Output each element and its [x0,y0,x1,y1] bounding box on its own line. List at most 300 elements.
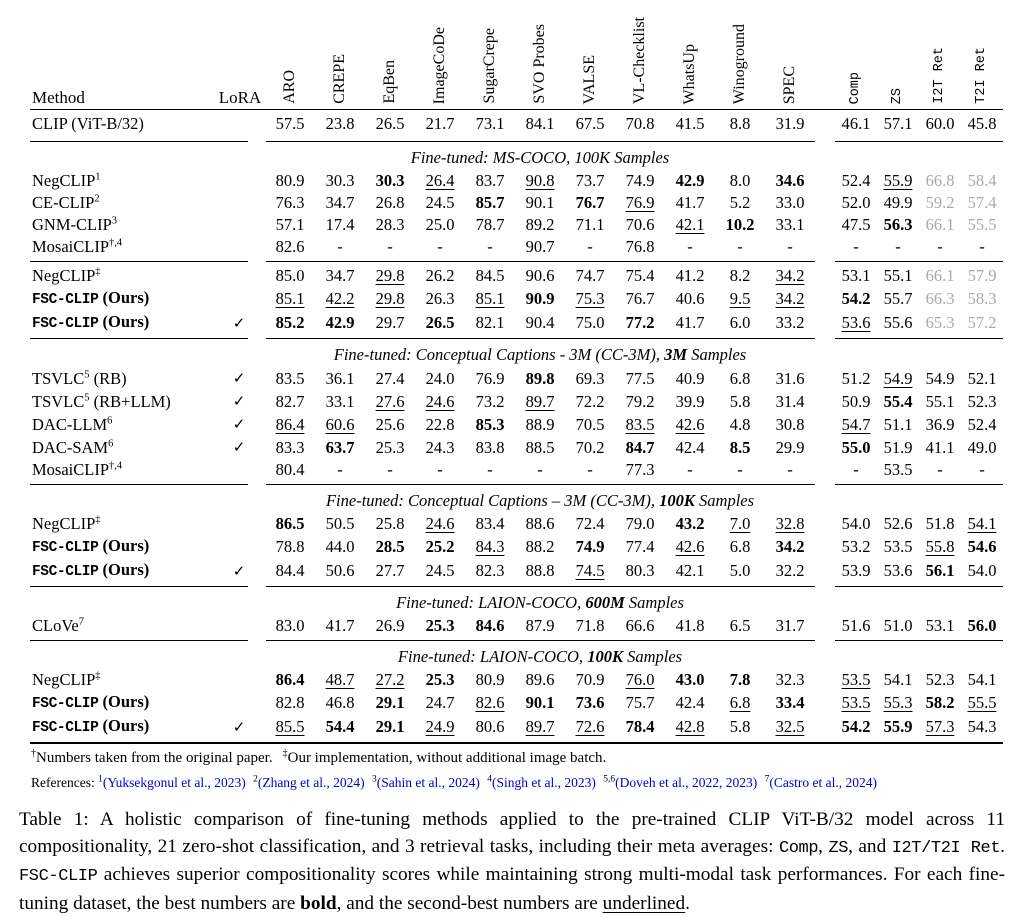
value-cell: 5.8 [729,391,751,411]
checkmark-icon: ✓ [232,315,246,332]
value-cell: 7.8 [729,670,751,689]
rotated-column-label: ARO [280,70,298,104]
value-cell: 24.5 [425,561,455,580]
value-cell: 54.2 [841,717,871,736]
lora-cell [213,311,265,335]
value-cell: 25.3 [375,437,405,457]
method-suffix: (Ours) [98,312,150,331]
col-header-method: Method [30,6,213,110]
method-cell [30,390,213,413]
rule-gap [815,258,835,265]
method-cell [30,436,213,459]
method-superscript: ‡ [95,266,101,278]
rotated-column-label: ZS [889,87,905,104]
lora-cell [213,367,265,390]
method-name: TSVLC [32,391,85,411]
value-cell: 6.8 [729,368,751,388]
table-row [30,287,1003,311]
rule-segment [30,258,265,265]
value-cell: 54.2 [841,289,871,308]
value-cell: - [337,237,343,256]
value-cell: 24.0 [425,368,455,388]
section-header-label: Fine-tuned: LAION-COCO, 600M Samples [396,593,684,612]
method-cell [30,559,213,583]
col-header-zs [877,6,919,110]
value-cell: 55.5 [967,693,997,712]
method-name: DAC-LLM [32,414,108,434]
column-group-spacer [815,170,835,192]
value-cell: 53.5 [841,670,871,689]
value-cell: 75.7 [625,693,655,712]
double-dagger-footnote-text: Our implementation, without additional image batch. [287,750,607,766]
value-cell: 74.9 [575,537,605,556]
reference-item [253,775,365,790]
value-cell: 79.0 [625,514,655,533]
section-left-pad [30,590,265,615]
checkmark-icon: ✓ [232,440,246,456]
method-superscript: †,4 [109,460,123,472]
value-cell: 49.0 [967,437,997,457]
caption-und-segment: underlined [602,892,686,914]
value-cell: 51.8 [925,514,955,533]
lora-cell [213,513,265,535]
rotated-column-label: Winoground [730,23,748,104]
value-cell: 36.1 [325,368,355,388]
method-cell [30,214,213,236]
value-cell: 80.3 [625,561,655,580]
value-cell: 82.7 [275,391,305,411]
value-cell: 79.2 [625,391,655,411]
value-cell: 42.6 [675,414,705,434]
value-cell: 17.4 [325,215,355,234]
value-cell: - [787,237,793,256]
value-cell: 24.6 [425,391,455,411]
citation-link[interactable]: (Zhang et al., 2024) [257,775,365,790]
value-cell: 74.7 [575,266,605,285]
rule-gap [815,335,835,342]
reference-superscript: 5,6 [603,774,616,785]
value-cell: 27.7 [375,561,405,580]
method-superscript: 2 [94,193,100,205]
value-cell: 58.4 [967,171,997,190]
table-row [30,459,1003,481]
method-name: NegCLIP [32,670,96,689]
table-row [30,513,1003,535]
value-cell: 25.3 [425,670,455,689]
value-cell: 24.5 [425,193,455,212]
value-cell: 30.8 [775,414,805,434]
value-cell: 40.9 [675,368,705,388]
caption-text: , and the second-best numbers are [336,892,603,914]
method-name: CE-CLIP [32,193,95,212]
value-cell: 27.4 [375,368,405,388]
table-row [30,691,1003,715]
method-suffix: (Ours) [98,536,150,555]
value-cell: 50.9 [841,391,871,411]
checkmark-icon: ✓ [232,719,246,736]
checkmark-icon: ✓ [232,417,246,433]
value-cell: 55.7 [883,289,913,308]
value-cell: 70.5 [575,414,605,434]
rotated-column-label: I2T Ret [931,47,947,104]
value-cell: 82.1 [475,313,505,332]
value-cell: 76.8 [625,237,655,256]
value-cell: 82.8 [275,693,305,712]
table-row [30,192,1003,214]
value-cell: 24.6 [425,514,455,533]
value-cell: 75.0 [575,313,605,332]
value-cell: 27.6 [375,391,405,411]
caption-mono-segment: Comp [778,838,819,858]
value-cell: 80.9 [475,670,505,689]
value-cell: - [895,237,901,256]
value-cell: 42.9 [675,171,705,190]
value-cell: 26.3 [425,289,455,308]
value-cell: - [937,460,943,479]
column-group-spacer [815,513,835,535]
value-cell: 88.6 [525,514,555,533]
value-cell: 33.1 [325,391,355,411]
value-cell: 50.5 [325,514,355,533]
value-cell: 42.4 [675,693,705,712]
value-cell: 29.1 [375,693,405,712]
lora-cell [213,390,265,413]
value-cell: 34.7 [325,193,355,212]
method-suffix: (Ours) [98,716,150,735]
rotated-column-label: SPEC [780,65,798,104]
citation-link[interactable]: (Yuksekgonul et al., 2023) [102,775,246,790]
value-cell: 41.8 [675,616,705,635]
value-cell: 90.1 [525,193,555,212]
col-header-valse [565,6,615,110]
rule-gap [815,637,835,644]
value-cell: 83.3 [275,437,305,457]
value-cell: 66.3 [925,289,955,308]
method-cell [30,413,213,436]
value-cell: 54.0 [967,561,997,580]
col-header-comp [835,6,877,110]
value-cell: 53.5 [883,537,913,556]
value-cell: 27.2 [375,670,405,689]
value-cell: 48.7 [325,670,355,689]
value-cell: 32.5 [775,717,805,736]
value-cell: 55.6 [883,313,913,332]
value-cell: 66.6 [625,616,655,635]
section-right-pad [815,644,1003,669]
table-row [30,413,1003,436]
method-superscript: 3 [111,215,118,227]
value-cell: 52.4 [967,414,997,434]
lora-cell [213,436,265,459]
value-cell: 57.4 [967,193,997,212]
value-cell: 51.9 [883,437,913,457]
value-cell: 55.9 [883,717,913,736]
value-cell: - [437,460,443,479]
value-cell: 45.8 [967,114,997,133]
value-cell: 85.5 [275,717,305,736]
value-cell: 57.1 [275,215,305,234]
value-cell: 69.3 [575,368,605,388]
value-cell: 51.1 [883,414,913,434]
value-cell: 83.8 [475,437,505,457]
value-cell: 8.2 [729,266,751,285]
rule-gap [815,481,835,488]
method-superscript: 6 [107,415,113,426]
method-suffix: (RB+LLM) [89,391,171,411]
value-cell: 54.9 [925,368,955,388]
value-cell: 55.8 [925,537,955,556]
column-group-spacer [815,535,835,559]
value-cell: 90.8 [525,171,555,190]
value-cell: 76.7 [625,289,655,308]
column-group-spacer [815,436,835,459]
rule-segment [30,138,265,145]
value-cell: 59.2 [925,193,955,212]
value-cell: 57.9 [967,266,997,285]
column-group-spacer [815,214,835,236]
lora-cell [213,559,265,583]
section-header-row [30,644,1003,669]
lora-cell [213,535,265,559]
value-cell: 41.5 [675,114,705,133]
section-right-pad [815,590,1003,615]
caption-mono-segment: ZS [828,838,849,858]
reference-superscript: 1 [98,774,103,785]
checkmark-icon: ✓ [232,371,246,387]
col-header-crepe [315,6,365,110]
caption-text: , and [848,835,892,857]
col-header-eqben [365,6,415,110]
value-cell: 42.8 [675,717,705,736]
value-cell: 6.5 [729,616,751,635]
value-cell: 32.3 [775,670,805,689]
references-label: References: [31,775,95,790]
value-cell: 41.7 [675,313,705,332]
rule-segment [835,637,1003,644]
value-cell: 25.8 [375,514,405,533]
method-suffix: (RB) [89,368,127,388]
value-cell: 76.9 [625,193,655,212]
value-cell: 25.0 [425,215,455,234]
reference-superscript: 3 [372,774,377,785]
value-cell: 85.1 [275,289,305,308]
value-cell: 80.6 [475,717,505,736]
rule-segment [835,335,1003,342]
rule-segment [835,583,1003,590]
caption-text: , [818,835,829,857]
rule-row [30,739,1003,746]
lora-cell [213,669,265,691]
value-cell: 80.4 [275,460,305,479]
column-group-spacer [815,413,835,436]
method-superscript: 6 [108,438,114,449]
citation-link[interactable]: (Castro et al., 2024) [769,775,877,790]
col-header-i2t-ret [919,6,961,110]
method-cell [30,110,213,139]
column-group-spacer [815,6,835,110]
rule-segment [265,583,815,590]
value-cell: - [687,237,693,256]
section-left-pad [30,145,265,170]
rule-segment [30,583,265,590]
lora-cell [213,413,265,436]
value-cell: 78.7 [475,215,505,234]
value-cell: 24.7 [425,693,455,712]
value-cell: 77.4 [625,537,655,556]
value-cell: 55.1 [883,266,913,285]
column-group-spacer [815,559,835,583]
value-cell: 54.4 [325,717,355,736]
checkmark-icon: ✓ [232,563,246,580]
value-cell: 25.2 [425,537,455,556]
value-cell: 50.6 [325,561,355,580]
method-cell [30,535,213,559]
value-cell: 31.7 [775,616,805,635]
citation-link[interactable]: (Sahin et al., 2024) [376,775,480,790]
value-cell: 53.6 [883,561,913,580]
value-cell: 73.1 [475,114,505,133]
lora-cell [213,110,265,139]
value-cell: 42.9 [325,313,355,332]
header-row [30,6,1003,110]
method-name: MosaiCLIP [32,460,110,479]
value-cell: 84.6 [475,616,505,635]
value-cell: 88.9 [525,414,555,434]
value-cell: 66.1 [925,215,955,234]
citation-link[interactable]: (Singh et al., 2023) [492,775,596,790]
value-cell: 88.8 [525,561,555,580]
value-cell: 33.0 [775,193,805,212]
table-row [30,311,1003,335]
method-superscript: 5 [84,392,90,403]
lora-cell [213,265,265,287]
section-right-pad [815,342,1003,367]
rotated-column-label: SVO Probes [530,24,548,104]
value-cell: 6.8 [729,537,751,556]
column-group-spacer [815,691,835,715]
section-left-pad [30,342,265,367]
value-cell: 54.9 [883,368,913,388]
lora-cell [213,715,265,739]
value-cell: 86.4 [275,670,305,689]
method-cell [30,311,213,335]
section-header-row [30,145,1003,170]
value-cell: 71.1 [575,215,605,234]
value-cell: 26.9 [375,616,405,635]
rotated-column-label: Comp [847,71,863,104]
value-cell: - [587,460,593,479]
value-cell: - [437,237,443,256]
table-row [30,170,1003,192]
value-cell: 78.8 [275,537,305,556]
reference-superscript: 4 [487,774,493,785]
col-header-svo-probes [515,6,565,110]
value-cell: 36.9 [925,414,955,434]
section-header-label: Fine-tuned: Conceptual Captions - 3M (CC-3M), 3M Samples [333,345,747,364]
value-cell: 90.9 [525,289,555,308]
value-cell: 89.2 [525,215,555,234]
section-right-pad [815,145,1003,170]
value-cell: 89.6 [525,670,555,689]
method-cell [30,715,213,739]
value-cell: 85.0 [275,266,305,285]
value-cell: 8.5 [729,437,751,457]
citation-link[interactable]: (Doveh et al., 2022, 2023) [615,775,758,790]
value-cell: 26.5 [375,114,405,133]
dagger-symbol: † [31,748,36,759]
value-cell: 82.6 [275,237,305,256]
method-superscript: †,4 [109,237,123,249]
value-cell: 5.2 [729,193,751,212]
reference-item [98,775,246,790]
value-cell: 70.8 [625,114,655,133]
rotated-column-label: VALSE [580,54,598,104]
lora-cell [213,459,265,481]
value-cell: 57.5 [275,114,305,133]
value-cell: 52.6 [883,514,913,533]
value-cell: 77.2 [625,313,655,332]
column-group-spacer [815,287,835,311]
value-cell: 53.6 [841,313,871,332]
method-superscript: ‡ [95,514,101,526]
value-cell: 55.4 [883,391,913,411]
value-cell: 72.2 [575,391,605,411]
value-cell: 40.6 [675,289,705,308]
method-cell [30,691,213,715]
method-name: MosaiCLIP [32,237,110,256]
col-header-vl-checklist [615,6,665,110]
value-cell: 43.0 [675,670,705,689]
method-name: DAC-SAM [32,437,109,457]
value-cell: 57.2 [967,313,997,332]
rule-segment [265,481,815,488]
value-cell: - [979,460,985,479]
value-cell: 26.8 [375,193,405,212]
value-cell: - [387,460,393,479]
method-name: NegCLIP [32,266,96,285]
method-cell [30,265,213,287]
rule-segment [30,335,265,342]
value-cell: 67.5 [575,114,605,133]
value-cell: 84.1 [525,114,555,133]
table-row [30,715,1003,739]
value-cell: 88.2 [525,537,555,556]
value-cell: 54.1 [883,670,913,689]
caption-text: . [685,892,690,914]
value-cell: 34.6 [775,171,805,190]
value-cell: 31.6 [775,368,805,388]
value-cell: 76.9 [475,368,505,388]
reference-item [765,775,877,790]
value-cell: 70.6 [625,215,655,234]
col-header-sugarcrepe [465,6,515,110]
rule-gap [815,138,835,145]
value-cell: 55.5 [967,215,997,234]
value-cell: 89.7 [525,717,555,736]
value-cell: 54.1 [967,670,997,689]
col-header-whatsup [665,6,715,110]
value-cell: - [787,460,793,479]
column-group-spacer [815,669,835,691]
value-cell: 42.4 [675,437,705,457]
results-table [30,6,1003,746]
value-cell: 73.6 [575,693,605,712]
value-cell: 76.0 [625,670,655,689]
reference-item [487,775,596,790]
value-cell: 75.4 [625,266,655,285]
value-cell: - [337,460,343,479]
table-row [30,535,1003,559]
